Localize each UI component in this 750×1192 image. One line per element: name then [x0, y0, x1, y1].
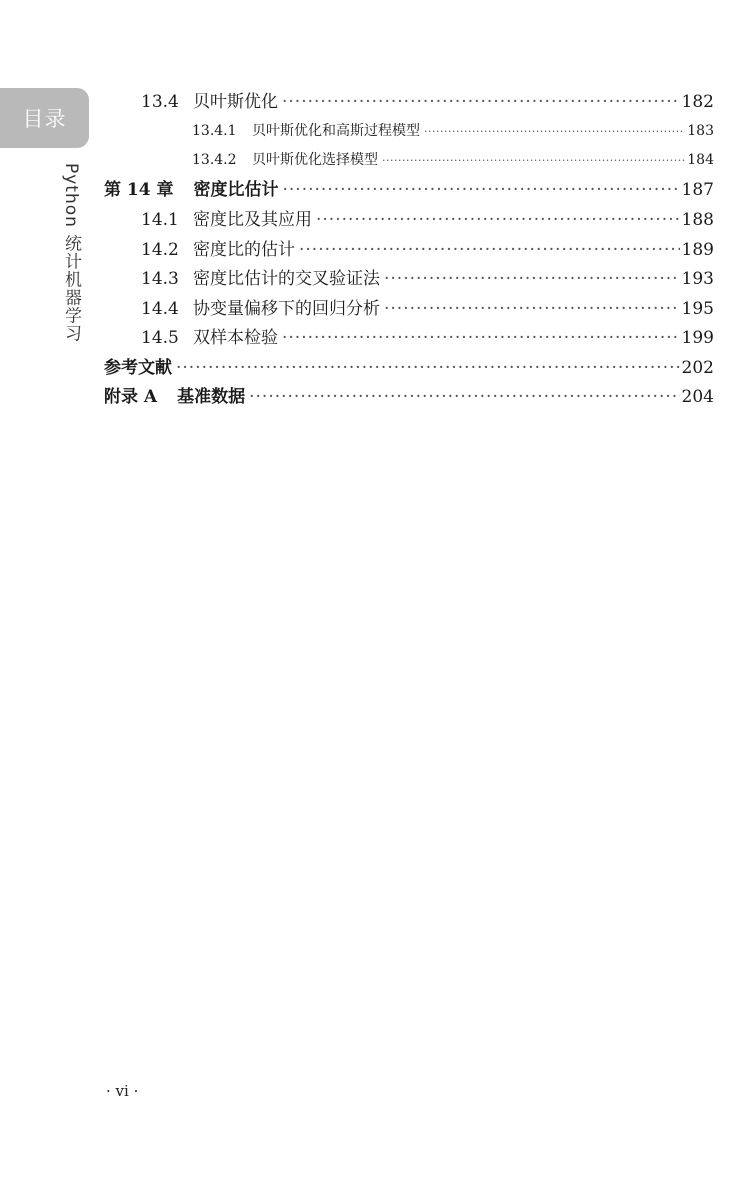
toc-chapter-entry[interactable]	[104, 389, 714, 406]
toc-dot-leader	[424, 126, 685, 137]
toc-dot-leader	[299, 242, 680, 259]
toc-chapter-number: 第 14 章	[104, 180, 174, 200]
toc-entry[interactable]	[141, 212, 714, 229]
toc-side-tab-label: 目录	[22, 107, 67, 131]
toc-chapter-entry[interactable]	[104, 360, 714, 377]
toc-entry-number: 14.2	[141, 240, 179, 260]
toc-chapter-title: 参考文献	[104, 358, 172, 378]
toc-entry-number: 14.1	[141, 210, 179, 230]
toc-entry[interactable]	[192, 153, 714, 167]
toc-entry-title: 协变量偏移下的回归分析	[193, 299, 380, 319]
toc-entry-page: 182	[681, 92, 714, 112]
toc-dot-leader	[176, 360, 680, 377]
toc-entry[interactable]	[141, 330, 714, 347]
toc-entry-page: 187	[681, 180, 714, 200]
toc-entry-number: 13.4.2	[192, 152, 237, 168]
table-of-contents	[104, 86, 714, 416]
toc-entry-number: 14.3	[141, 269, 179, 289]
toc-dot-leader	[384, 301, 680, 318]
toc-entry-page: 184	[687, 152, 714, 168]
toc-entry-page: 195	[681, 299, 714, 319]
toc-entry[interactable]	[141, 242, 714, 259]
toc-entry-title: 贝叶斯优化和高斯过程模型	[252, 123, 420, 139]
toc-entry[interactable]	[141, 94, 714, 111]
toc-entry-title: 贝叶斯优化选择模型	[252, 152, 378, 168]
page-folio: · vi ·	[106, 1082, 139, 1100]
toc-entry-page: 202	[681, 358, 714, 378]
toc-side-tab	[0, 88, 89, 148]
toc-dot-leader	[382, 155, 685, 166]
toc-entry-page: 199	[681, 328, 714, 348]
toc-dot-leader	[283, 182, 680, 199]
toc-entry-number: 14.5	[141, 328, 179, 348]
toc-chapter-title: 密度比估计	[193, 180, 279, 200]
toc-entry[interactable]	[192, 124, 714, 138]
toc-entry-page: 188	[681, 210, 714, 230]
book-title-vertical: Python 统计机器学习	[61, 163, 81, 343]
toc-entry-number: 13.4.1	[192, 123, 237, 139]
toc-entry-page: 183	[687, 123, 714, 139]
toc-dot-leader	[384, 271, 680, 288]
toc-chapter-number: 附录 A	[104, 387, 158, 407]
toc-entry-page: 193	[681, 269, 714, 289]
toc-entry-page: 204	[681, 387, 714, 407]
toc-chapter-entry[interactable]	[104, 182, 714, 199]
toc-entry-page: 189	[681, 240, 714, 260]
toc-chapter-title: 基准数据	[177, 387, 246, 407]
toc-entry-number: 13.4	[141, 92, 179, 112]
toc-entry[interactable]	[141, 271, 714, 288]
toc-dot-leader	[282, 94, 680, 111]
toc-entry-title: 密度比的估计	[193, 240, 295, 260]
toc-entry-number: 14.4	[141, 299, 179, 319]
toc-entry-title: 密度比及其应用	[193, 210, 312, 230]
toc-entry-title: 贝叶斯优化	[193, 92, 278, 112]
toc-dot-leader	[249, 389, 679, 406]
toc-entry[interactable]	[141, 301, 714, 318]
toc-entry-title: 密度比估计的交叉验证法	[193, 269, 380, 289]
toc-dot-leader	[316, 212, 680, 229]
toc-entry-title: 双样本检验	[193, 328, 278, 348]
toc-dot-leader	[282, 330, 680, 347]
